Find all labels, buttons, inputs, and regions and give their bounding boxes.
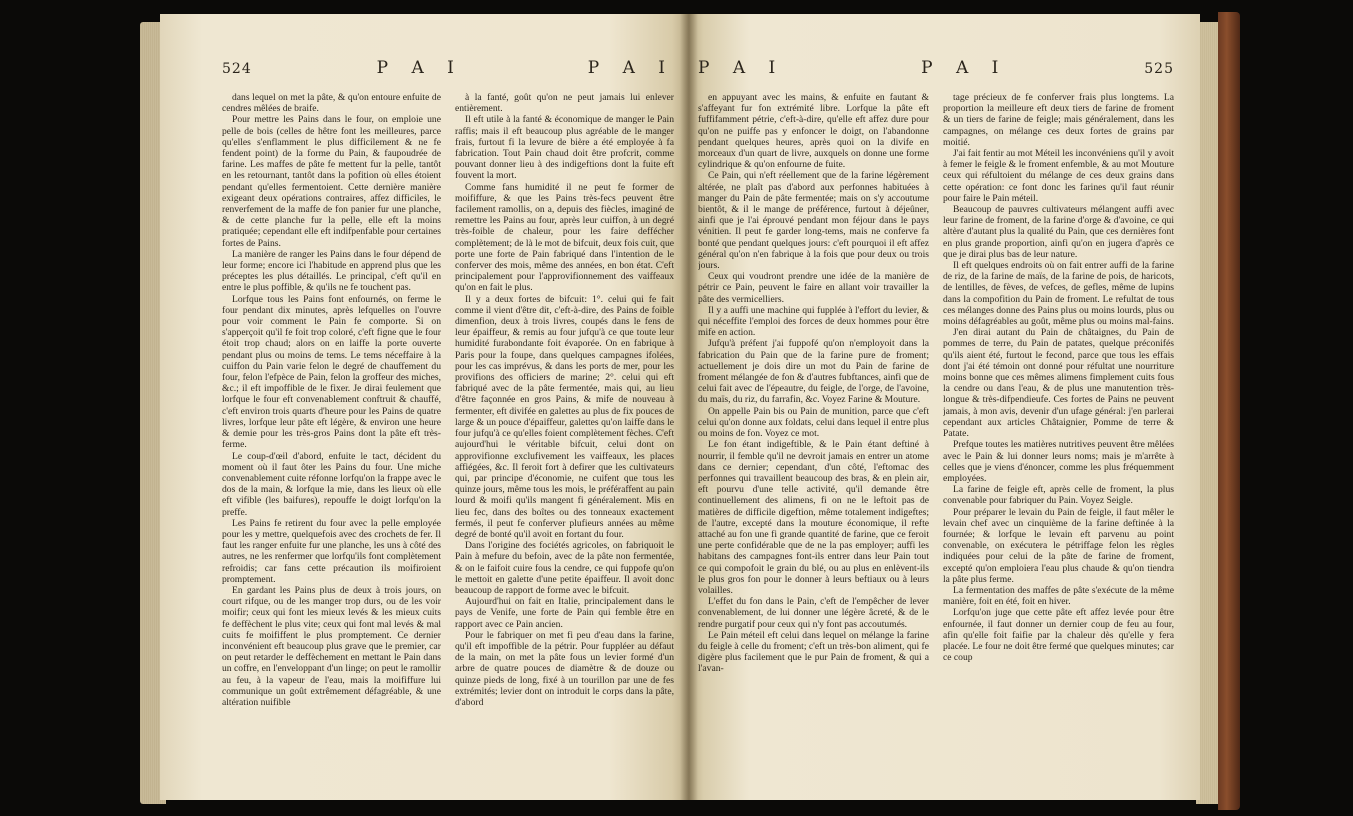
paragraph: La manière de ranger les Pains dans le four dépend de leur forme; encore ici l'habitude en apprend plus que les préceptes les plus détaillés. Le principal, c'eft qu'il en entre le plus poffible, & qu'ils ne fe touchent pas. <box>222 248 441 294</box>
paragraph: Prefque toutes les matières nutritives peuvent être mêlées avec le Pain & lui donner leurs noms; mais je m'arrête à celles que je viens d'énoncer, comme les plus fréquemment employées. <box>943 439 1174 484</box>
paragraph: Pour mettre les Pains dans le four, on emploie une pelle de bois (celles de hêtre font les meilleures, parce qu'elles s'enflamment le plus difficilement & ne fe fendent point) de la forme du Pain, & faupoudrée de farine. Les maffes de pâte fe mettent fur la pelle, tantôt en les retournant, tantôt dans la pofition où elles étoient pendant qu'elles fermentoient. Cette dernière manière exigeant deux opérations contraires, affez difficiles, le renverfement de la maffe de fon panier fur une planche, & de cette planche fur la pelle, elle eft la moins pratiquée; cependant elle eft indifpenfable pour certaines fortes de Pains. <box>222 114 441 249</box>
paragraph: Pour le fabriquer on met fi peu d'eau dans la farine, qu'il eft impoffible de la pétrir. Pour fuppléer au défaut de la main, on met la pâte fous un levier formé d'un arbre de quatre pouces de diamètre & de douze ou quinze pieds de long, fixé à un tourillon par une de fes extrémités; levier dont on introduit le corps dans la pâte, d'abord <box>455 629 674 708</box>
paragraph: La fermentation des maffes de pâte s'exécute de la même manière, foit en été, foit en hiver. <box>943 584 1174 608</box>
paragraph: Lorfque tous les Pains font enfournés, on ferme le four pendant dix minutes, après lefquelles on l'ouvre pour voir comment le Pain fe comporte. Si on s'apperçoit qu'il fe foit trop coloré, c'eft figne que le four étoit trop chaud; alors on en laiffe la porte ouverte pendant plus ou moins de tems. Le tems néceffaire à la cuiffon du Pain varie felon le degré de chauffement du four, felon l'efpèce de Pain, felon la groffeur des miches, &c.; il eft impoffible de le fixer. Je dirai feulement que lorfque le four eft convenablement conftruit & chauffé, c'eft environ trois quarts d'heure pour les Pains de quatre livres, lorfque leur pâte eft légère, & environ une heure & demie pour les très-gros Pains dont la pâte eft très-ferme. <box>222 293 441 451</box>
paragraph: tage précieux de fe conferver frais plus longtems. La proportion la meilleure eft deux tiers de farine de froment & un tiers de farine de feigle; mais généralement, dans les campagnes, on mélange ces deux fortes de grains par moitié. <box>943 92 1174 148</box>
paragraph: en appuyant avec les mains, & enfuite en fautant & s'affeyant fur fon extrémité libre. Lorfque la pâte eft fuffifamment pétrie, c'eft-à-dire, qu'elle eft affez dure pour qu'on ne puiffe pas y enfoncer le doigt, on l'abandonne pendant quelques heures, après quoi on la divife en morceaux d'un quart de livre, auxquels on donne une forme cylindrique & qu'on enfourne de fuite. <box>698 92 929 171</box>
right-page-column-1 <box>698 92 929 784</box>
paragraph: Pour préparer le levain du Pain de feigle, il faut mêler le levain chef avec un cinquième de la farine deftinée à la fournée; & lorfque le levain eft parvenu au point convenable, on exécutera le pétriffage felon les règles indiquées pour celui de la pâte de farine de froment, excepté qu'on emploiera l'eau plus chaude & qu'on tiendra la pâte plus ferme. <box>943 506 1174 585</box>
paragraph: Dans l'origine des fociétés agricoles, on fabriquoit le Pain à mefure du befoin, avec de la pâte non fermentée, & on le faifoit cuire fous la cendre, ce qui fuppofe qu'on le mettoit en galette d'une petite épaiffeur. Il avoit donc beaucoup de rapport de forme avec le bifcuit. <box>455 540 674 596</box>
paragraph: Jufqu'à préfent j'ai fuppofé qu'on n'employoit dans la fabrication du Pain que de la farine pure de froment; actuellement je dois dire un mot du Pain de farine de froment mélangée de fon & d'autres fubftances, ainfi que de celui fait avec de l'épeautre, du feigle, de l'orge, de l'avoine, du maïs, du riz, du farrafin, &c. Voyez Farine & Mouture. <box>698 338 929 406</box>
paragraph: La farine de feigle eft, après celle de froment, la plus convenable pour fabriquer du Pain. Voyez Seigle. <box>943 484 1174 507</box>
paragraph: Ceux qui voudront prendre une idée de la manière de pétrir ce Pain, peuvent le faire en allant voir travailler la pâte des vermicelliers. <box>698 271 929 305</box>
right-page-number: 525 <box>1144 61 1174 77</box>
paragraph: Lorfqu'on juge que cette pâte eft affez levée pour être enfournée, il faut donner un dernier coup de feu au four, afin qu'elle foit faifie par la chaleur dès qu'elle y fera placée. Le four ne doit être fermé que quelques minutes; car ce coup <box>943 607 1174 664</box>
paragraph: Comme fans humidité il ne peut fe former de moififfure, & que les Pains très-fecs peuvent être facilement ramollis, on a, depuis des fiècles, imaginé de remettre les Pains au four, après leur cuiffon, à un degré très-foible de chaleur, pour les faire deffécher complètement; de là le mot de bifcuit, deux fois cuit, que porte une forte de Pain fabriqué dans l'intention de le conferver des mois, même des années, en bon état. C'eft principalement pour l'approvifionnement des vaiffeaux qu'on en fait le plus. <box>455 181 674 294</box>
left-page-columns <box>222 92 674 784</box>
paragraph: On appelle Pain bis ou Pain de munition, parce que c'eft celui qu'on donne aux foldats, celui dans lequel il entre plus ou moins de fon. Voyez ce mot. <box>698 405 929 440</box>
paragraph: Le Pain méteil eft celui dans lequel on mélange la farine du feigle à celle du froment; c'eft un très-bon aliment, qui fe digère plus facilement que le pur Pain de froment, & qui a l'avan- <box>698 629 929 675</box>
right-page <box>688 14 1200 800</box>
paragraph: En gardant les Pains plus de deux à trois jours, on court rifque, ou de les manger trop durs, ou de les voir moifir; ceux qui font les mieux levés & les mieux cuits fe deffèchent le plus vite; ceux qui font mal levés & mal cuits fe moififfent le plus promptement. Ce dernier inconvénient eft beaucoup plus grave que le premier, car on peut retarder le deffèchement en mettant le Pain dans un coffre, en l'enveloppant d'un linge; on peut le ramollir au feu, à la vapeur de l'eau, mais la moififfure lui communique un goût extrêmement défagréable, & une altération nuifible <box>222 584 441 708</box>
paragraph: Aujourd'hui on fait en Italie, principalement dans le pays de Venife, une forte de Pain qui femble être en rapport avec ce Pain ancien. <box>455 596 674 630</box>
right-page-header <box>698 58 1174 82</box>
book-gutter <box>680 14 698 800</box>
right-running-head-1: P A I <box>698 58 785 78</box>
left-page-header <box>222 58 674 82</box>
left-running-head-2: P A I <box>587 58 674 78</box>
paragraph: Ce Pain, qui n'eft réellement que de la farine légèrement altérée, ne plaît pas d'abord aux perfonnes habituées à manger du Pain de pâte fermentée; mais on s'y accoutume bientôt, & il le mange de préférence, furtout à déjeûner, ainfi que je l'ai éprouvé pendant mon féjour dans le pays vénitien. Il peut fe garder long-tems, mais ne conferve fa bonté que pendant quelques jours: c'eft pourquoi il eft affez général qu'on n'en fabrique à la fois que pour deux ou trois jours. <box>698 170 929 272</box>
book-cover-edge <box>1218 12 1240 810</box>
paragraph: Il eft utile à la fanté & économique de manger le Pain raffis; mais il eft beaucoup plus agréable de le manger frais, furtout fi la levure de bière a été employée à fa fabrication. Tout Pain chaud doit être profcrit, comme pouvant donner lieu à des indigeftions dont la fuite eft fouvent la mort. <box>455 114 674 182</box>
right-page-columns <box>698 92 1174 784</box>
left-running-head: P A I <box>376 58 463 78</box>
paragraph: Il eft quelques endroits où on fait entrer auffi de la farine de riz, de la farine de maïs, de la farine de pois, de haricots, de lentilles, de fèves, de vefces, de gefles, même de lupins dans la compofition du Pain de froment. Le refultat de tous ces mélanges donne des Pains plus ou moins lourds, plus ou moins défagréables au goût, même plus ou moins mal-fains. <box>943 260 1174 328</box>
left-page-column-2 <box>455 92 674 784</box>
paragraph: J'ai fait fentir au mot Méteil les inconvéniens qu'il y avoit à femer le feigle & le froment enfemble, & au mot Mouture ceux qui réfultoient du mélange de ces deux grains dans cette opération: ce font donc les farines qu'il faut réunir pour faire le Pain méteil. <box>943 148 1174 204</box>
left-page <box>160 14 688 800</box>
paragraph: Il y a auffi une machine qui fupplée à l'effort du levier, & qui néceffite l'emploi des forces de deux hommes pour être mife en action. <box>698 304 929 339</box>
paragraph: Le fon étant indigeftible, & le Pain étant deftiné à nourrir, il femble qu'il ne devroit jamais en entrer un atome dans ce dernier; cependant, d'un côté, l'eftomac des perfonnes qui travaillent beaucoup des bras, & en plein air, eft pourvu d'une telle activité, qu'il demande être continuellement des alimens, fi on ne le leftoit pas de matières de difficile digeftion, même totalement indigeftes; de l'autre, excepté dans la mouture économique, il refte attaché au fon une fi grande quantité de farine, que ce feroit une perte confidérable que de ne la pas employer; auffi les habitans des campagnes font-ils entrer dans leur Pain tout ce qui compofoit le grain du blé, ou au plus en enlèvent-ils le plus gros fon pour le donner à leurs beftiaux ou à leurs volailles. <box>698 439 929 596</box>
right-page-column-2 <box>943 92 1174 784</box>
paragraph: Beaucoup de pauvres cultivateurs mélangent auffi avec leur farine de froment, de la farine d'orge & d'avoine, ce qui altère d'autant plus la qualité du Pain, que ces dernières font en plus grande proportion, ainfi qu'on en jugera d'après ce que je dirai plus bas de leur nature. <box>943 204 1174 260</box>
paragraph: Il y a deux fortes de bifcuit: 1°. celui qui fe fait comme il vient d'être dit, c'eft-à-dire, des Pains de foible dimenfion, deux à trois livres, coupés dans le fens de leur épaiffeur, & remis au four jufqu'à ce que toute leur humidité furabondante foit évaporée. On en fabrique à Paris pour la foupe, dans quelques campagnes ifolées, pour les cas imprévus, & dans les ports de mer, pour les provifions des officiers de marine; 2°. celui qui eft fabriqué avec de la pâte fermentée, mais qui, au lieu d'être façonnée en gros Pains, & mife de nouveau à fermenter, eft divifée en galettes au plus de fix pouces de large & un pouce d'épaiffeur, galettes qu'on laiffe dans le four jufqu'à ce qu'elles foient complètement fèches. C'eft aujourd'hui le véritable bifcuit, celui dont on approvifionne exclufivement les vaiffeaux, les places affiégées, &c. Il feroit fort à defirer que les cultivateurs qui, par principe d'économie, ne cuifent que tous les quinze jours, même tous les mois, le préféraffent au pain lourd & moifi qu'ils mangent fi généralement. Mis en lieu fec, dans des boîtes ou des tonneaux exactement fermés, il peut fe conferver plufieurs années au même degré de bonté qu'il avoit en fortant du four. <box>455 293 674 540</box>
left-page-column-1 <box>222 92 441 784</box>
paragraph: Les Pains fe retirent du four avec la pelle employée pour les y mettre, quelquefois avec des crochets de fer. Il faut les ranger enfuite fur une planche, les uns à côté des autres, ne les renfermer que lorfqu'ils font complètement refroidis; car fans cette précaution ils moifiroient promptement. <box>222 517 441 585</box>
paragraph: à la fanté, goût qu'on ne peut jamais lui enlever entièrement. <box>455 92 674 115</box>
paragraph: J'en dirai autant du Pain de châtaignes, du Pain de pommes de terre, du Pain de patates, quelque préconifés qu'ils aient été, furtout le fecond, parce que tous les effais dont j'ai été témoin ont donné pour réfultat une nourriture moins bonne que ces mêmes alimens fimplement cuits fous la cendre ou dans l'eau, & de plus une manutention très-longue & très-difpendieufe. Ces fortes de Pains ne peuvent jamais, à mon avis, devenir d'un ufage général: j'en parlerai cependant aux articles Châtaignier, Pomme de terre & Patate. <box>943 327 1174 440</box>
right-running-head: P A I <box>921 58 1008 78</box>
paragraph: dans lequel on met la pâte, & qu'on entoure enfuite de cendres mêlées de braife. <box>222 92 441 115</box>
left-page-number: 524 <box>222 61 252 77</box>
paragraph: L'effet du fon dans le Pain, c'eft de l'empêcher de lever convenablement, de lui donner une légère âcreté, & de le rendre purgatif pour ceux qui n'y font pas accoutumés. <box>698 596 929 630</box>
paragraph: Le coup-d'œil d'abord, enfuite le tact, décident du moment où il faut ôter les Pains du four. Une miche convenablement cuite réfonne lorfqu'on la frappe avec le dos de la main, & lorfque la mie, dans les lieux où elle eft vifible (les baifures), repouffe le doigt lorfqu'on la preffe. <box>222 450 441 518</box>
